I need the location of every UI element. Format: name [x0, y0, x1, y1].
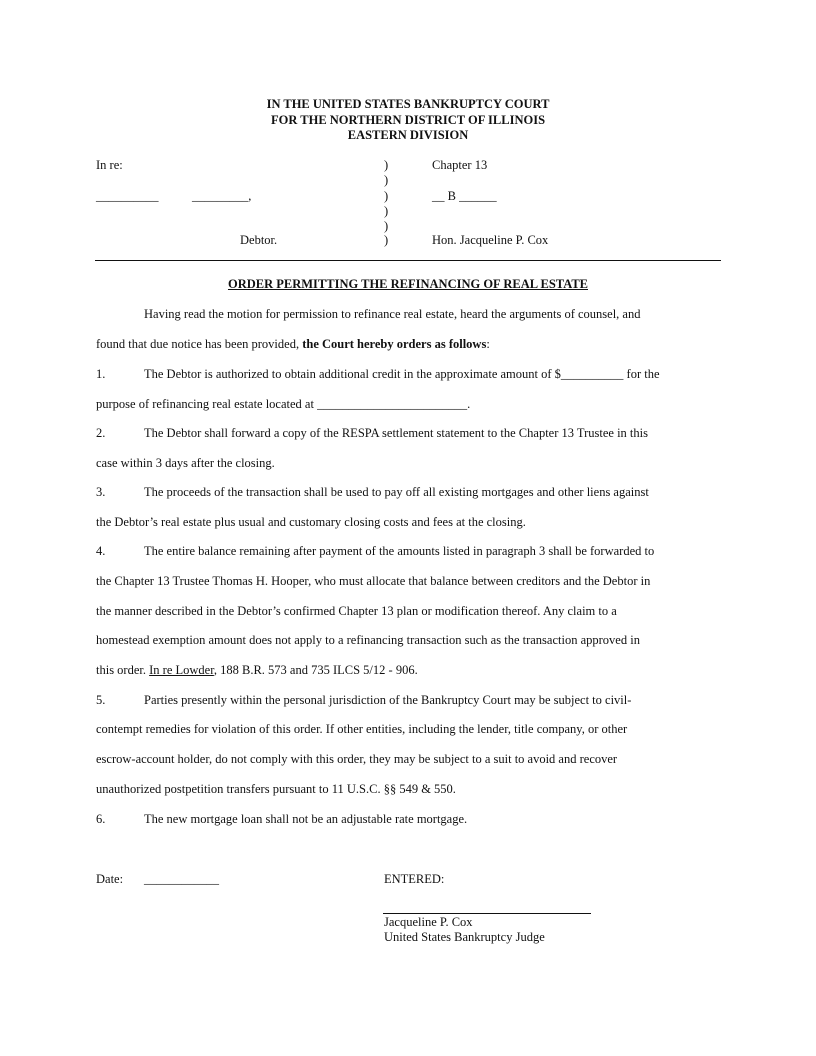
caption-paren: ): [384, 233, 389, 247]
paragraph-number: 6.: [96, 812, 106, 826]
intro-line: Having read the motion for permission to refinance real estate, heard the arguments of counsel, and: [144, 307, 641, 321]
paragraph-line: The proceeds of the transaction shall be used to pay off all existing mortgages and other liens against: [144, 485, 649, 499]
chapter-label: Chapter 13: [432, 158, 488, 172]
amount-blank: __________: [560, 367, 624, 381]
paragraph-number: 5.: [96, 693, 106, 707]
caption-paren: ): [384, 219, 389, 233]
caption-paren: ): [384, 173, 389, 187]
paragraph-line: the Debtor’s real estate plus usual and customary closing costs and fees at the closing.: [96, 515, 526, 529]
paragraph-line: The new mortgage loan shall not be an adjustable rate mortgage.: [144, 812, 468, 826]
judge-label: Hon. Jacqueline P. Cox: [432, 233, 549, 247]
paragraph-line: homestead exemption amount does not apply to a refinancing transaction such as the transaction approved in: [96, 633, 640, 647]
court-division: EASTERN DIVISION: [347, 128, 469, 142]
entered-label: ENTERED:: [384, 872, 445, 886]
debtor-name-blank-first: __________: [96, 189, 159, 203]
paragraph-line: purpose of refinancing real estate located at ________________________.: [96, 397, 471, 411]
debtor-name-blank-last: _________,: [192, 189, 252, 203]
in-re-label: In re:: [96, 158, 123, 172]
paragraph-line: the manner described in the Debtor’s confirmed Chapter 13 plan or modification thereof. Any claim to a: [96, 604, 617, 618]
paragraph-number: 2.: [96, 426, 106, 440]
paragraph-line: The Debtor shall forward a copy of the RESPA settlement statement to the Chapter 13 Trustee in this: [144, 426, 648, 440]
paragraph-number: 4.: [96, 544, 106, 558]
paragraph-line: The Debtor is authorized to obtain additional credit in the approximate amount of $__________ for the: [144, 367, 660, 381]
judge-title: United States Bankruptcy Judge: [384, 930, 545, 944]
paragraph-line: The entire balance remaining after payment of the amounts listed in paragraph 3 shall be forwarded to: [144, 544, 655, 558]
case-number-blank: __ B ______: [432, 189, 497, 203]
intro-bold: the Court hereby orders as follows: [302, 337, 487, 351]
paragraph-line: this order. In re Lowder, 188 B.R. 573 and 735 ILCS 5/12 - 906.: [96, 663, 418, 677]
signature-line: [383, 913, 591, 914]
paragraph-line: case within 3 days after the closing.: [96, 456, 275, 470]
paragraph-line: Parties presently within the personal jurisdiction of the Bankruptcy Court may be subject to civil-: [144, 693, 632, 707]
paragraph-line: contempt remedies for violation of this order. If other entities, including the lender, title company, or other: [96, 722, 628, 736]
paragraph-line: escrow-account holder, do not comply with this order, they may be subject to a suit to avoid and recover: [96, 752, 618, 766]
paragraph-number: 1.: [96, 367, 106, 381]
court-district: FOR THE NORTHERN DISTRICT OF ILLINOIS: [270, 113, 546, 127]
caption-divider: [95, 260, 721, 261]
judge-name: Jacqueline P. Cox: [384, 915, 473, 929]
date-blank: ____________: [144, 872, 219, 886]
date-label: Date:: [96, 872, 124, 886]
paragraph-line: the Chapter 13 Trustee Thomas H. Hooper, who must allocate that balance between creditors and the Debtor in: [96, 574, 651, 588]
caption-paren: ): [384, 204, 389, 218]
debtor-label: Debtor.: [240, 233, 278, 247]
intro-line: found that due notice has been provided, the Court hereby orders as follows:: [96, 337, 490, 351]
paragraph-line: unauthorized postpetition transfers pursuant to 11 U.S.C. §§ 549 & 550.: [96, 782, 456, 796]
court-name: IN THE UNITED STATES BANKRUPTCY COURT: [266, 97, 550, 111]
caption-paren: ): [384, 158, 389, 172]
paragraph-number: 3.: [96, 485, 106, 499]
case-citation: In re Lowder: [149, 663, 214, 677]
order-title: ORDER PERMITTING THE REFINANCING OF REAL ESTATE: [227, 277, 588, 291]
caption-paren: ): [384, 189, 389, 203]
